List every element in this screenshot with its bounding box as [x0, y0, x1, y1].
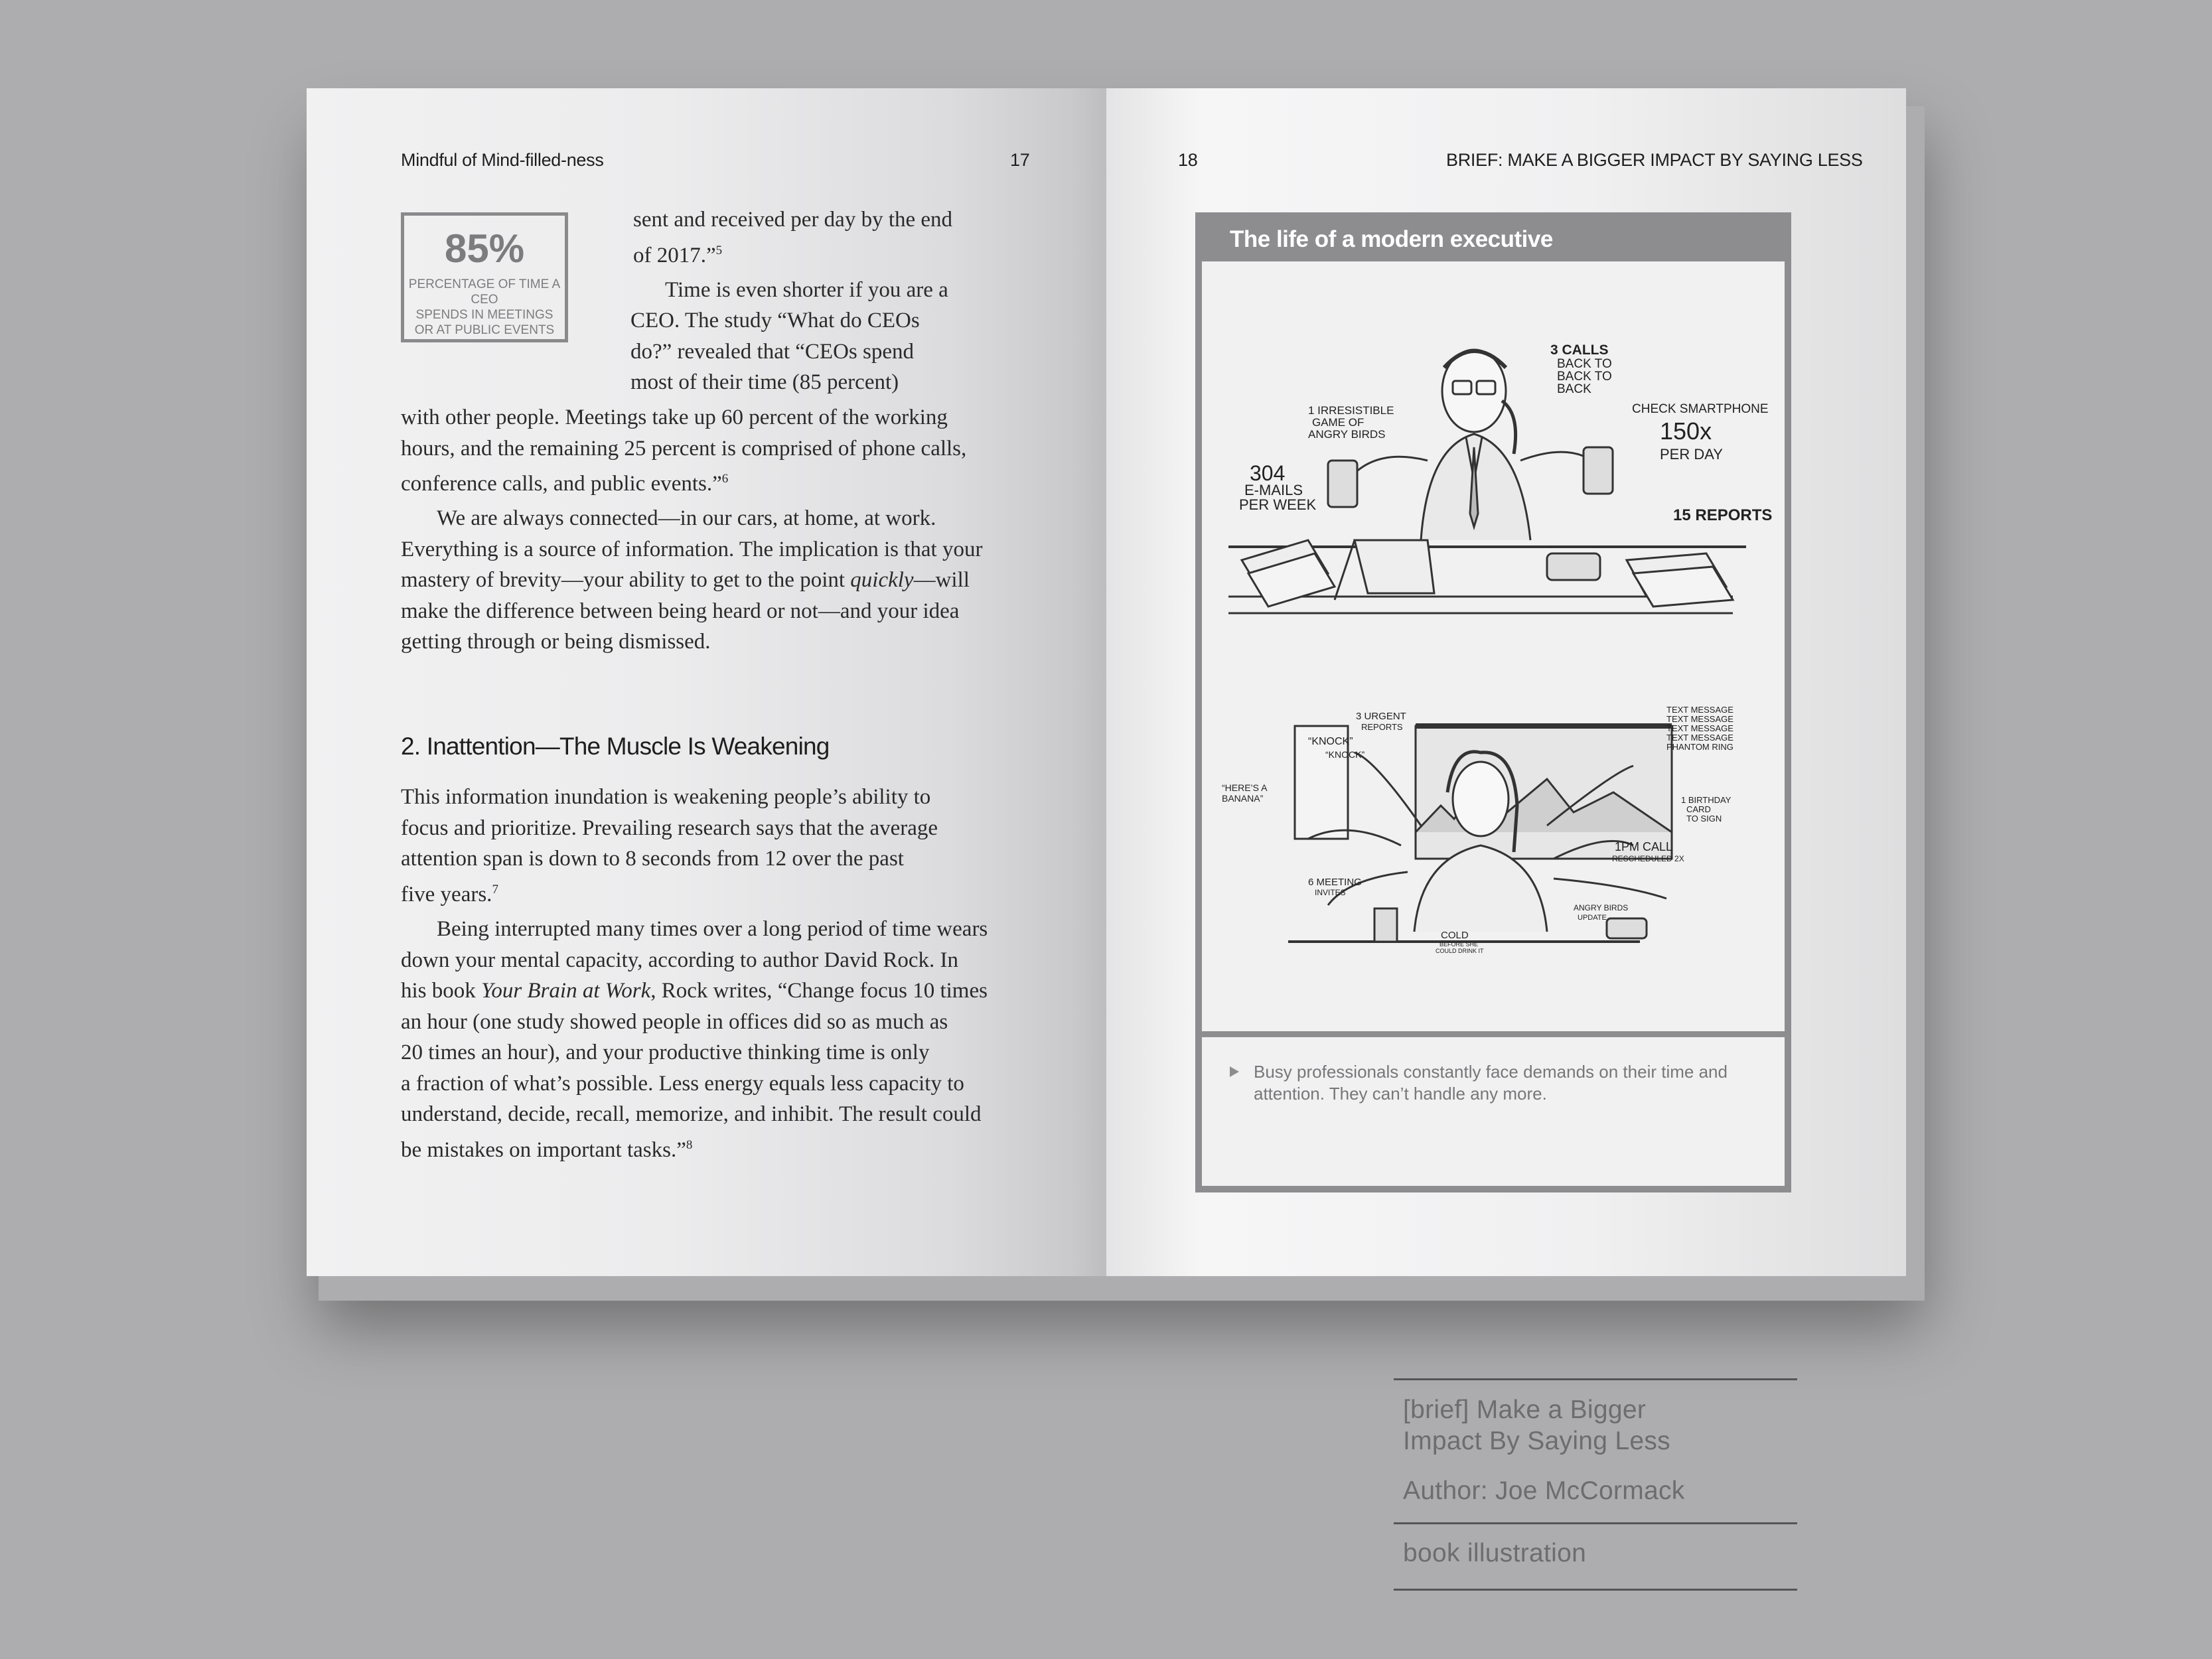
text-line: with other people. Meetings take up 60 percent of the working: [401, 405, 948, 429]
label-text: TEXT MESSAGE: [1666, 714, 1733, 724]
label-text: BACK TO: [1557, 370, 1612, 384]
label-text: PHANTOM RING: [1666, 742, 1733, 752]
figure-title: The life of a modern executive: [1230, 226, 1553, 252]
stat-value: 85%: [444, 226, 525, 271]
label-text: ANGRY BIRDS: [1308, 428, 1386, 441]
text-line: 20 times an hour), and your productive thinking time is only: [401, 1041, 930, 1064]
label-text: 3 CALLS: [1550, 342, 1609, 358]
divider: [1394, 1522, 1797, 1524]
stat-callout-box: [401, 212, 568, 342]
label-text: BACK TO: [1557, 357, 1612, 371]
label-text: COLD: [1441, 930, 1469, 941]
stat-caption: OR AT PUBLIC EVENTS: [414, 323, 555, 337]
label-text: TEXT MESSAGE: [1666, 705, 1733, 715]
label-text: “HERE’S A: [1222, 782, 1268, 793]
body-text-column: [630, 305, 920, 398]
label-text: PER WEEK: [1239, 496, 1317, 513]
label-text: BEFORE SHE: [1439, 941, 1479, 948]
label-text: PER DAY: [1660, 446, 1723, 463]
text-line: Being interrupted many times over a long period of time wears: [437, 917, 988, 941]
text-line: getting through or being dismissed.: [401, 630, 711, 654]
footnote-ref: 5: [715, 243, 723, 257]
text-line: be mistakes on important tasks.”: [401, 1137, 686, 1162]
label-text: TEXT MESSAGE: [1666, 723, 1733, 733]
label-text: RESCHEDULED 2X: [1612, 854, 1684, 863]
label-text: BACK: [1557, 382, 1591, 396]
text-line: make the difference between being heard or not—and your idea: [401, 599, 960, 623]
text-line: Time is even shorter if you are a: [665, 278, 948, 302]
divider: [1394, 1378, 1797, 1380]
label-text: CHECK SMARTPHONE: [1632, 402, 1769, 416]
text-line: of 2017.”: [633, 243, 716, 267]
label-text: 150x: [1660, 417, 1712, 445]
text-line: We are always connected—in our cars, at home, at work.: [437, 506, 936, 530]
text-line: hours, and the remaining 25 percent is comprised of phone calls,: [401, 436, 967, 461]
text-line: attention span is down to 8 seconds from 12 over the past: [401, 847, 904, 871]
label-text: TEXT MESSAGE: [1666, 733, 1733, 743]
text-line: most of their time (85 percent): [630, 370, 899, 394]
title-line: Impact By Saying Less: [1403, 1427, 1670, 1455]
label-text: COULD DRINK IT: [1436, 948, 1484, 954]
body-text-block: [401, 503, 982, 658]
label-text: TO SIGN: [1686, 814, 1722, 824]
executive-illustration: [1202, 261, 1785, 1031]
text-line: an hour (one study showed people in offices did so as much as: [401, 1009, 948, 1034]
text-line: sent and received per day by the end: [633, 208, 953, 232]
body-text-block: [401, 402, 966, 500]
category-label: book illustration: [1403, 1539, 1587, 1567]
footnote-ref: 7: [492, 882, 498, 897]
label-text: 6 MEETING: [1308, 877, 1362, 888]
text-line: , Rock writes, “Change focus 10 times: [650, 979, 988, 1003]
stat-caption: SPENDS IN MEETINGS: [415, 308, 553, 322]
text-line: a fraction of what’s possible. Less energy equals less capacity to: [401, 1071, 964, 1096]
label-text: “KNOCK”: [1308, 736, 1353, 747]
left-running-head: Mindful of Mind-filled-ness: [401, 150, 604, 170]
divider: [1394, 1589, 1797, 1591]
body-text-column: [633, 204, 952, 271]
label-text: REPORTS: [1361, 722, 1403, 732]
male-executive-scene: [1228, 350, 1746, 613]
footnote-ref: 6: [721, 472, 729, 486]
label-text: E-MAILS: [1244, 482, 1303, 498]
label-text: CARD: [1686, 804, 1711, 814]
text-line: This information inundation is weakening people’s ability to: [401, 785, 931, 809]
text-line: conference calls, and public events.”: [401, 472, 722, 496]
italic-word: quickly: [850, 568, 914, 592]
right-page-number: 18: [1178, 150, 1198, 170]
caption-arrow-icon: [1230, 1066, 1239, 1077]
title-line: [brief] Make a Bigger: [1403, 1396, 1647, 1424]
label-text: 1PM CALL: [1615, 840, 1673, 853]
text-line: five years.: [401, 882, 492, 906]
stat-caption: PERCENTAGE OF TIME A CEO: [408, 277, 561, 307]
body-text-block: [401, 914, 988, 1165]
text-line: focus and prioritize. Prevailing research says that the average: [401, 816, 938, 840]
label-text: GAME OF: [1312, 416, 1364, 429]
text-line: Everything is a source of information. The implication is that your: [401, 537, 983, 561]
text-line: mastery of brevity—your ability to get to the point: [401, 568, 846, 592]
text-line: his book: [401, 979, 476, 1003]
label-text: BANANA”: [1222, 793, 1264, 804]
book-title: Your Brain at Work: [481, 979, 651, 1003]
label-text: 1 IRRESISTIBLE: [1308, 404, 1394, 417]
author-line: Author: Joe McCormack: [1403, 1477, 1685, 1505]
text-line: understand, decide, recall, memorize, and inhibit. The result could: [401, 1102, 982, 1126]
body-text-block: [401, 782, 938, 910]
label-text: 304: [1250, 461, 1286, 485]
right-running-head: BRIEF: MAKE A BIGGER IMPACT BY SAYING LESS: [1446, 150, 1863, 170]
label-text: UPDATE: [1578, 914, 1607, 922]
project-title: [1403, 1394, 1670, 1457]
label-text: INVITES: [1315, 888, 1346, 897]
text-line: down your mental capacity, according to author David Rock. In: [401, 948, 959, 972]
label-text: “KNOCK”: [1325, 749, 1365, 760]
label-text: 15 REPORTS: [1673, 506, 1773, 524]
label-text: 1 BIRTHDAY: [1681, 795, 1732, 805]
figure-frame: [1195, 212, 1791, 1192]
section-heading: 2. Inattention—The Muscle Is Weakening: [401, 733, 830, 760]
figure-caption: Busy professionals constantly face demands on their time and attention. They can’t handle any more.: [1254, 1062, 1728, 1104]
illustration-panel: [1202, 261, 1785, 1031]
label-text: 3 URGENT: [1356, 711, 1406, 722]
figure-caption-panel: [1202, 1037, 1785, 1186]
footnote-ref: 8: [686, 1137, 693, 1152]
body-text-column: [665, 275, 948, 306]
text-line: do?” revealed that “CEOs spend: [630, 339, 915, 364]
label-text: ANGRY BIRDS: [1574, 903, 1629, 912]
left-page-number: 17: [1010, 150, 1030, 170]
text-line: —will: [913, 568, 970, 592]
text-line: CEO. The study “What do CEOs: [630, 309, 920, 332]
